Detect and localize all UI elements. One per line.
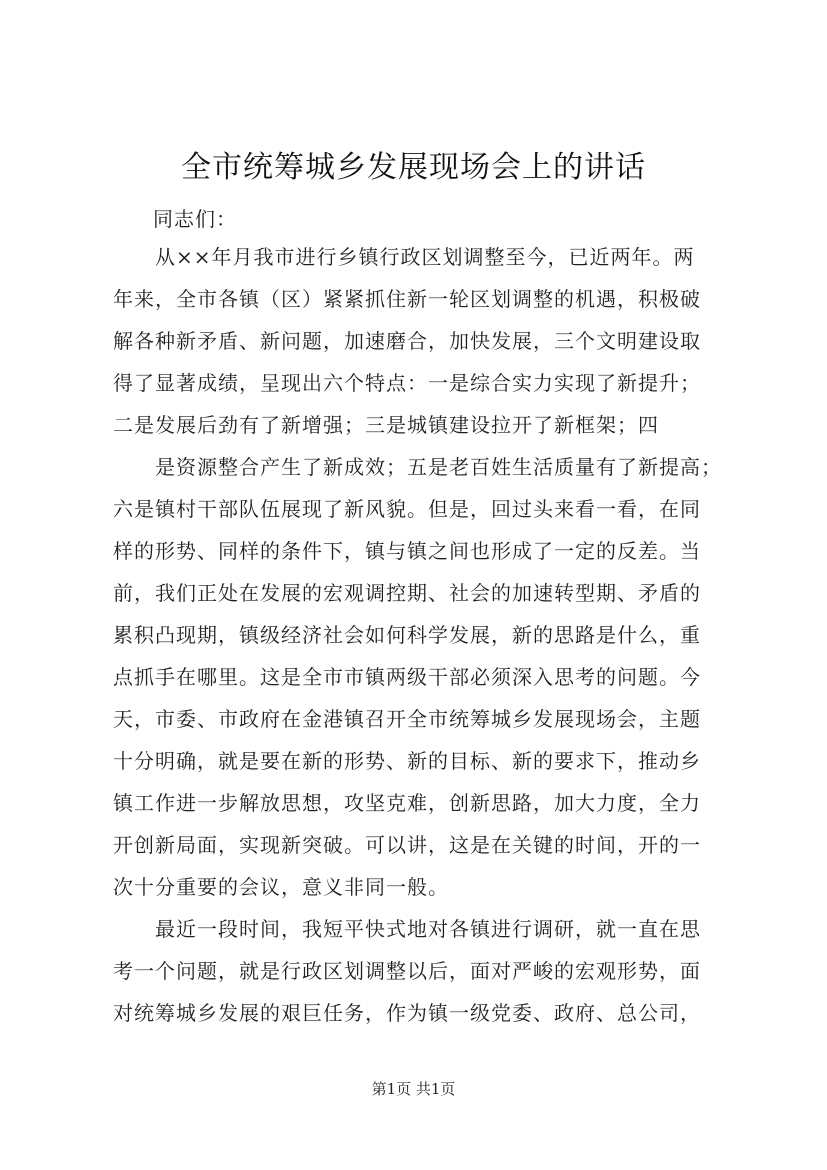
greeting-line: 同志们：: [153, 207, 237, 231]
body-line: 点抓手在哪里。这是全市市镇两级干部必须深入思考的问题。今: [113, 665, 701, 689]
body-line: 年来，全市各镇（区）紧紧抓住新一轮区划调整的机遇，积极破: [113, 287, 701, 311]
body-line: 天，市委、市政府在金港镇召开全市统筹城乡发展现场会，主题: [113, 707, 701, 731]
body-line: 十分明确，就是要在新的形势、新的目标、新的要求下，推动乡: [113, 749, 701, 773]
body-line: 得了显著成绩，呈现出六个特点：一是综合实力实现了新提升；: [113, 371, 701, 395]
body-line: 最近一段时间，我短平快式地对各镇进行调研，就一直在思: [113, 917, 701, 941]
body-line: 是资源整合产生了新成效；五是老百姓生活质量有了新提高；: [113, 455, 722, 479]
body-line: 次十分重要的会议，意义非同一般。: [113, 875, 449, 899]
body-line: 前，我们正处在发展的宏观调控期、社会的加速转型期、矛盾的: [113, 581, 701, 605]
body-line: 解各种新矛盾、新问题，加速磨合，加快发展，三个文明建设取: [113, 329, 701, 353]
body-line: 从××年月我市进行乡镇行政区划调整至今，已近两年。两: [113, 245, 695, 269]
greeting: [113, 198, 723, 240]
document-title: 全市统筹城乡发展现场会上的讲话: [181, 150, 646, 185]
body-line: 二是发展后劲有了新增强；三是城镇建设拉开了新框架；四: [113, 413, 659, 437]
page-footer: 第1页 共1页: [371, 1080, 456, 1098]
body-line: 考一个问题，就是行政区划调整以后，面对严峻的宏观形势，面: [113, 959, 701, 983]
body-line: 累积凸现期，镇级经济社会如何科学发展，新的思路是什么，重: [113, 623, 701, 647]
body-line: 开创新局面，实现新突破。可以讲，这是在关键的时间，开的一: [113, 833, 701, 857]
body-line: 镇工作进一步解放思想，攻坚克难，创新思路，加大力度，全力: [113, 791, 701, 815]
document-body: [113, 236, 723, 1034]
body-line: 对统筹城乡发展的艰巨任务，作为镇一级党委、政府、总公司，: [113, 1001, 701, 1025]
body-line: 六是镇村干部队伍展现了新风貌。但是，回过头来看一看，在同: [113, 497, 701, 521]
body-line: 样的形势、同样的条件下，镇与镇之间也形成了一定的反差。当: [113, 539, 701, 563]
